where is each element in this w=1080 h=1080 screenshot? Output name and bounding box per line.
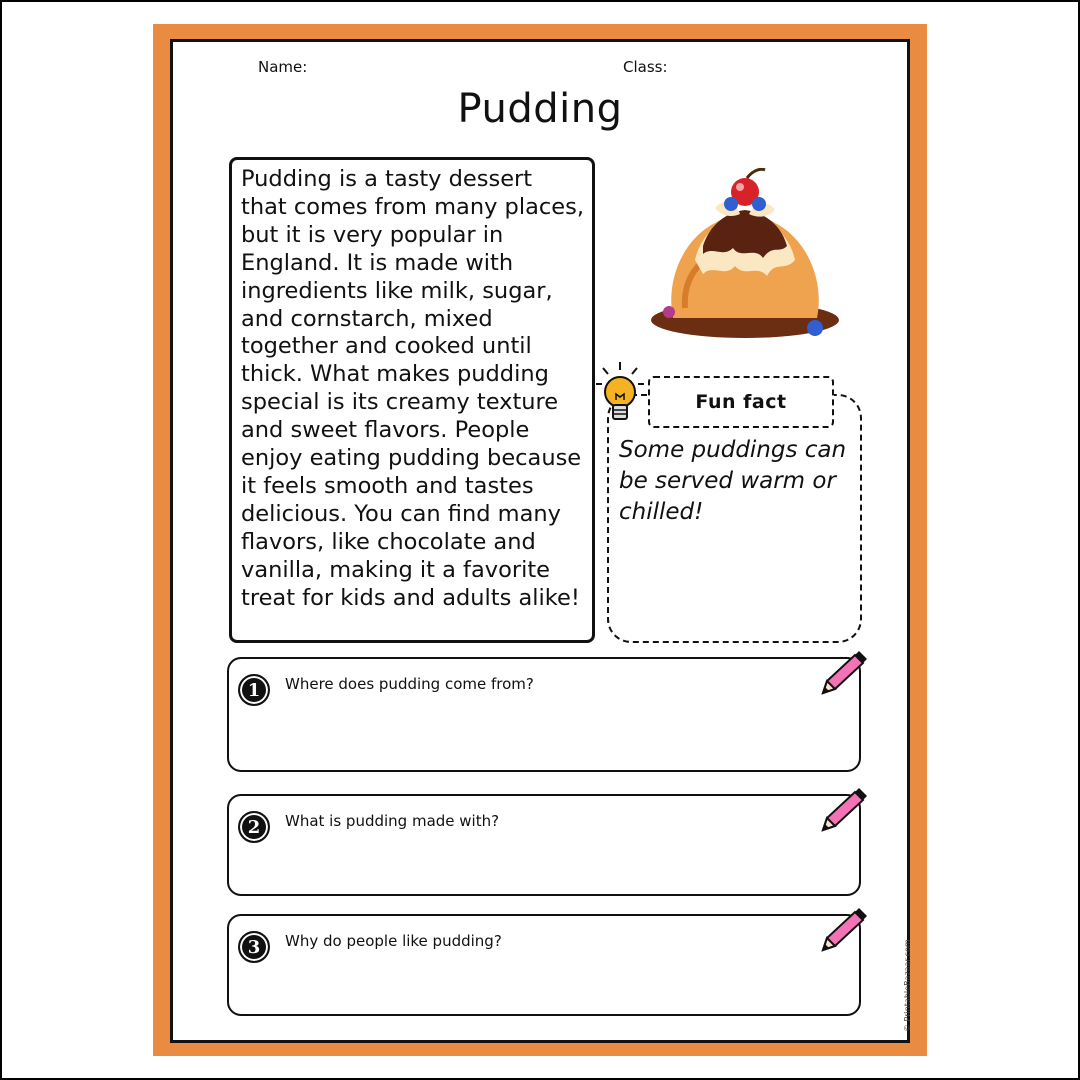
pencil-icon	[817, 649, 869, 697]
fun-fact-text: Some puddings can be served warm or chilled!	[619, 437, 847, 525]
page-title: Pudding	[457, 86, 623, 132]
worksheet-page	[170, 39, 910, 1043]
lightbulb-icon	[595, 360, 645, 428]
question-text-1: Where does pudding come from?	[285, 675, 534, 693]
class-label: Class:	[623, 58, 668, 76]
question-box-1[interactable]	[227, 657, 861, 772]
pencil-icon	[817, 786, 869, 834]
fun-fact-heading: Fun fact	[648, 376, 834, 428]
question-box-3[interactable]	[227, 914, 861, 1016]
question-number-1: 1	[238, 674, 270, 706]
question-box-2[interactable]	[227, 794, 861, 896]
reading-passage: Pudding is a tasty dessert that comes from many places, but it is very popular in England. It is made with ingredients like milk, sugar, and cornstarch, mixed together and cooked until thick. What makes pudding special is its creamy texture and sweet flavors. People enjoy eating pudding because it feels smooth and tastes delicious. You can find many flavors, like chocolate and vanilla, making it a favorite treat for kids and adults alike!	[229, 157, 595, 643]
question-number-3: 3	[238, 931, 270, 963]
name-label: Name:	[258, 58, 308, 76]
copyright-text: © PrintableBazaar.com	[903, 939, 912, 1032]
question-number-2: 2	[238, 811, 270, 843]
pencil-icon	[817, 906, 869, 954]
pudding-illustration	[645, 168, 845, 346]
question-text-3: Why do people like pudding?	[285, 932, 502, 950]
question-text-2: What is pudding made with?	[285, 812, 500, 830]
